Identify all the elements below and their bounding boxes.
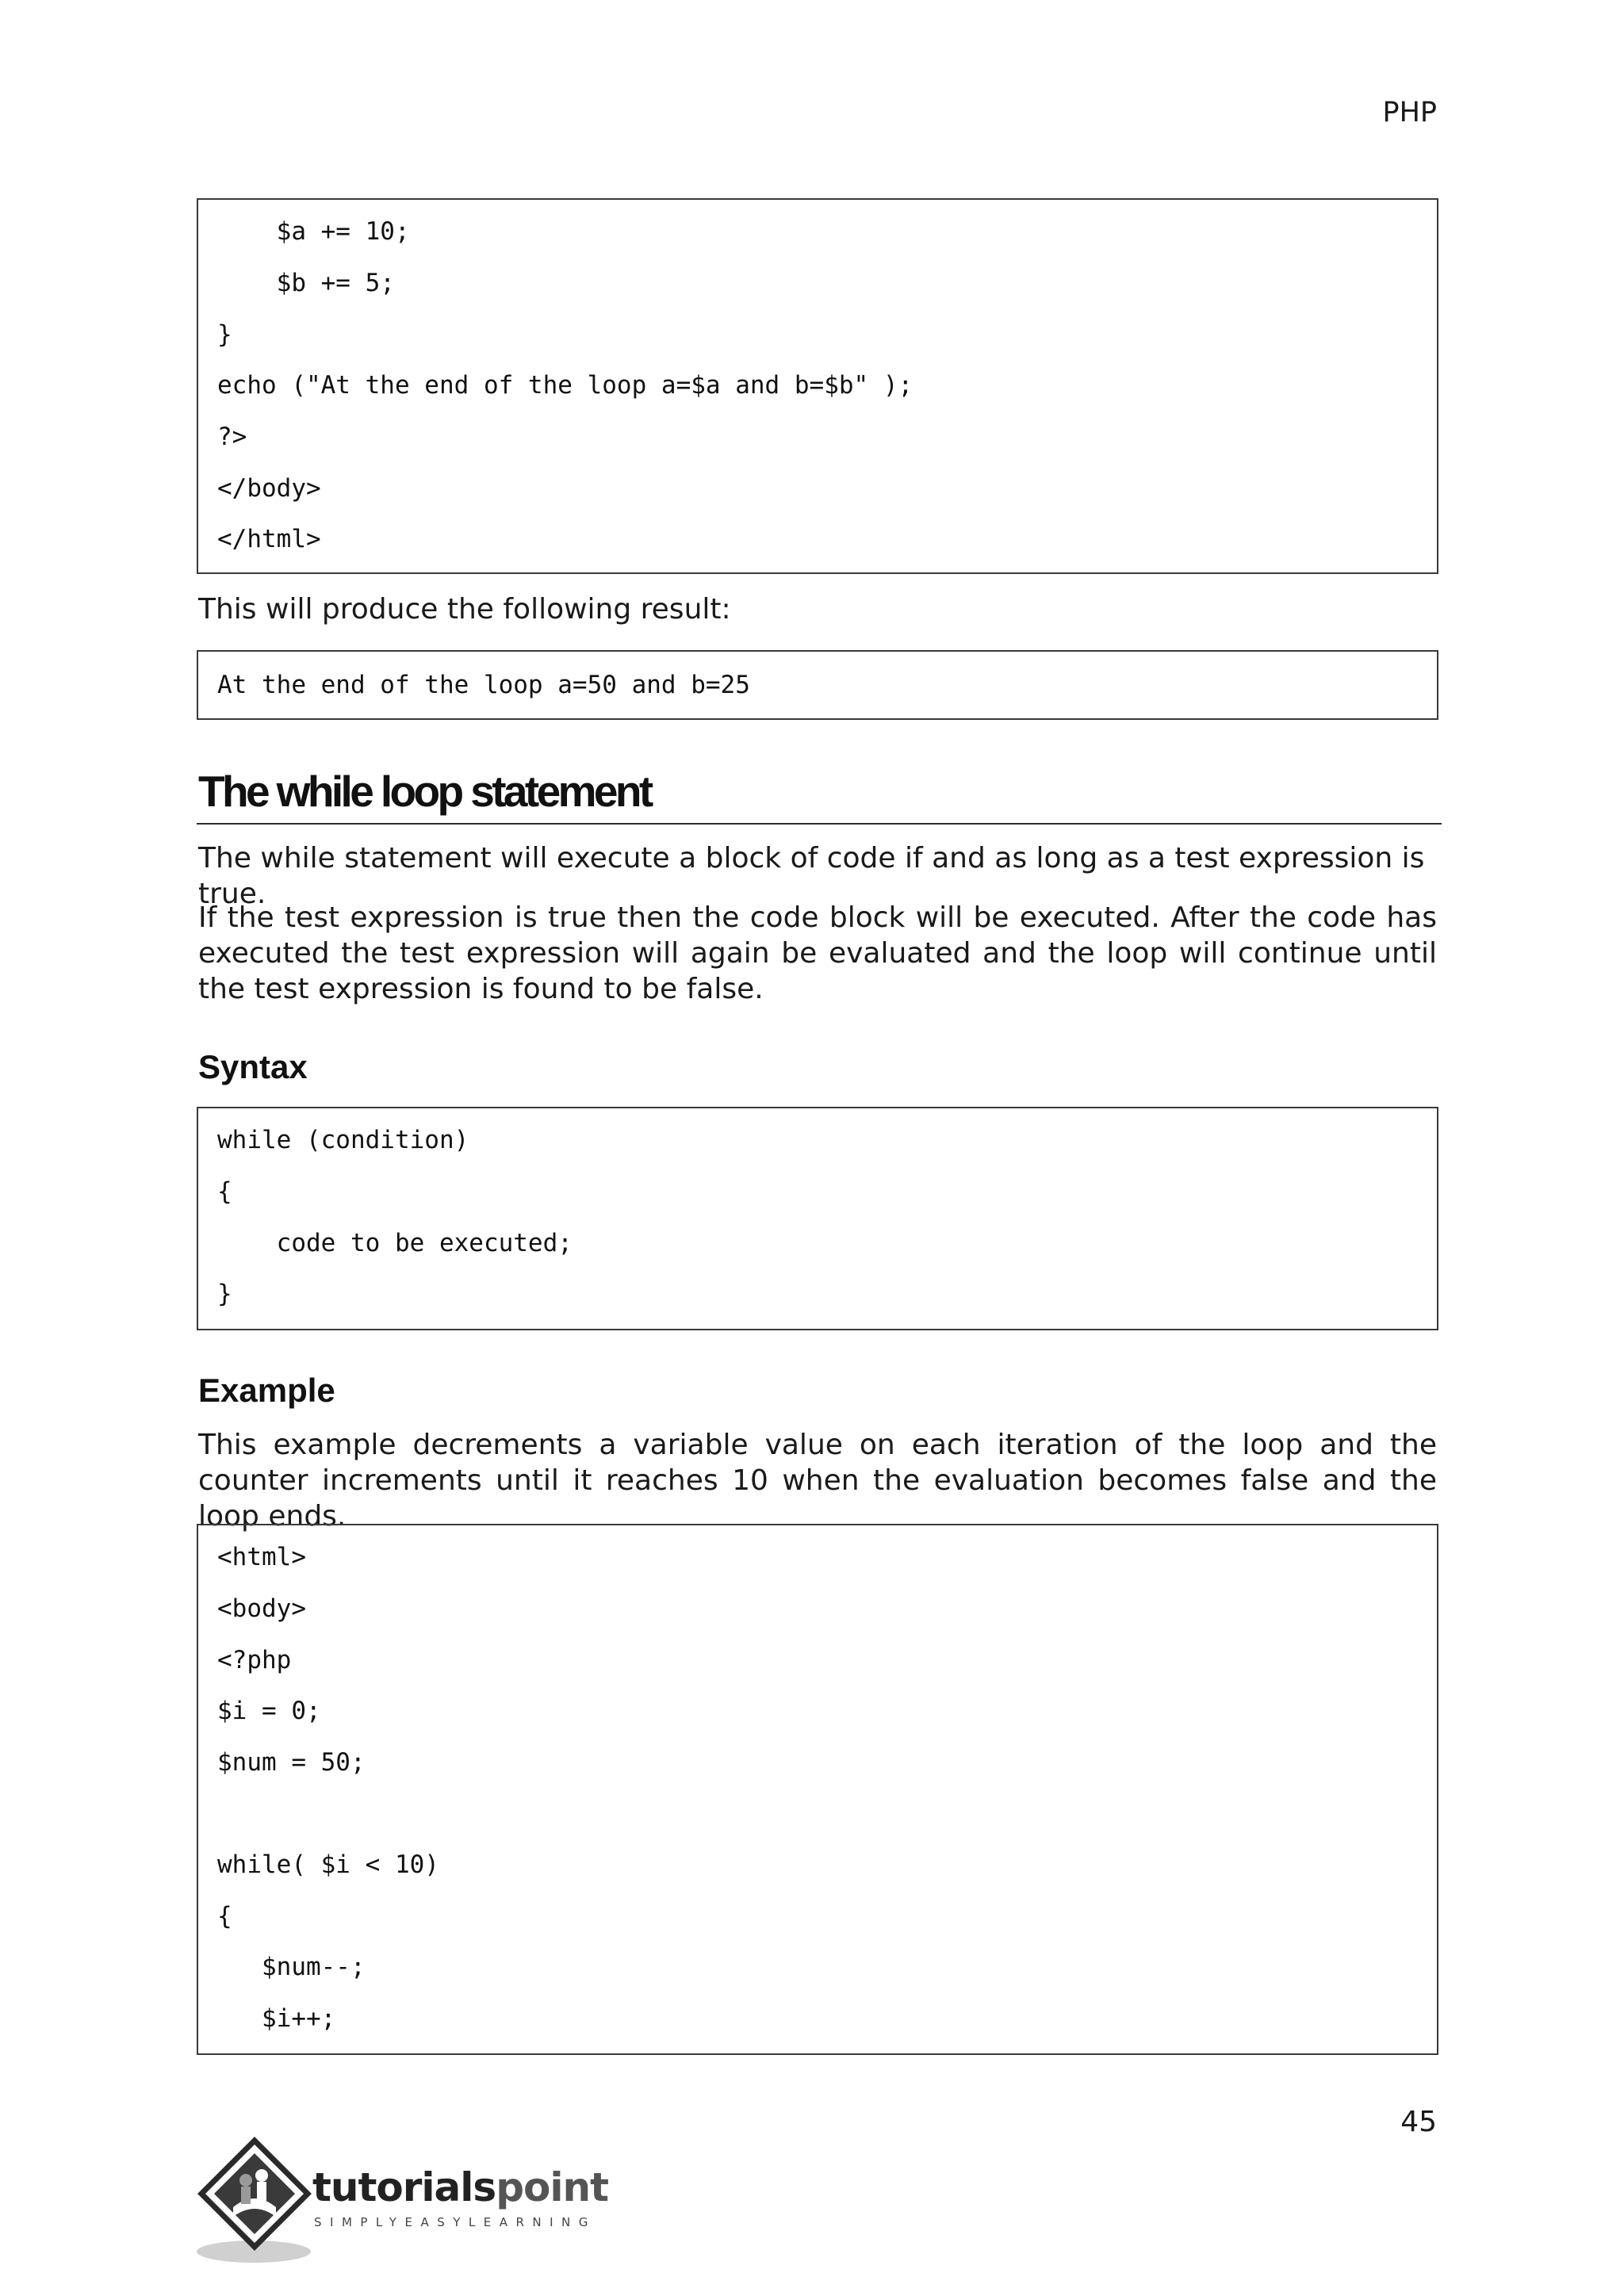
code-line: $i++; — [217, 2004, 336, 2033]
code-line: <body> — [217, 1594, 306, 1623]
section-para-2: If the test expression is true then the code block will be executed. After the code has executed the test expression will again be evaluated and the loop will continue until the test expression is found to be false. — [198, 901, 1437, 1005]
logo-emblem-icon — [195, 2134, 314, 2269]
tutorialspoint-logo — [195, 2134, 607, 2269]
code-line: { — [217, 1902, 232, 1931]
code-line: $i = 0; — [217, 1697, 321, 1725]
code-line: while( $i < 10) — [217, 1850, 439, 1879]
code-line: } — [217, 1280, 232, 1308]
syntax-code-block — [197, 1107, 1438, 1330]
code-line: code to be executed; — [217, 1229, 573, 1257]
code-line: </body> — [217, 474, 321, 503]
logo-wordmark — [312, 2164, 608, 2210]
code-line: <html> — [217, 1543, 306, 1571]
code-line: } — [217, 320, 232, 349]
code-block-top — [197, 198, 1438, 574]
syntax-heading: Syntax — [198, 1048, 308, 1085]
example-code-block — [197, 1524, 1438, 2055]
running-header: PHP — [1382, 97, 1437, 128]
logo-word-point: point — [496, 2164, 608, 2210]
code-line: $b += 5; — [217, 269, 395, 297]
code-line: $a += 10; — [217, 217, 410, 246]
section-para-1: The while statement will execute a block of code if and as long as a test expression is true. — [198, 842, 1425, 910]
code-line: $num = 50; — [217, 1748, 366, 1777]
logo-word-tutorials: tutorials — [312, 2164, 496, 2210]
result-intro: This will produce the following result: — [198, 593, 731, 626]
code-line: $num--; — [217, 1953, 366, 1981]
output-block — [197, 650, 1438, 720]
output-line: At the end of the loop a=50 and b=25 — [217, 671, 750, 699]
logo-tagline: SIMPLYEASYLEARNING — [314, 2215, 596, 2229]
section-title: The while loop statement — [198, 767, 651, 816]
code-line: ?> — [217, 423, 247, 451]
page-number: 45 — [1400, 2106, 1437, 2138]
section-rule — [197, 823, 1442, 825]
code-line: </html> — [217, 525, 321, 553]
code-line: echo ("At the end of the loop a=$a and b=$b" ); — [217, 371, 914, 400]
code-line: { — [217, 1177, 232, 1206]
code-line: <?php — [217, 1646, 292, 1674]
example-heading: Example — [198, 1372, 335, 1409]
example-para: This example decrements a variable value on each iteration of the loop and the counter increments until it reaches 10 when the evaluation becomes false and the loop ends. — [198, 1429, 1437, 1533]
code-line: while (condition) — [217, 1126, 469, 1154]
